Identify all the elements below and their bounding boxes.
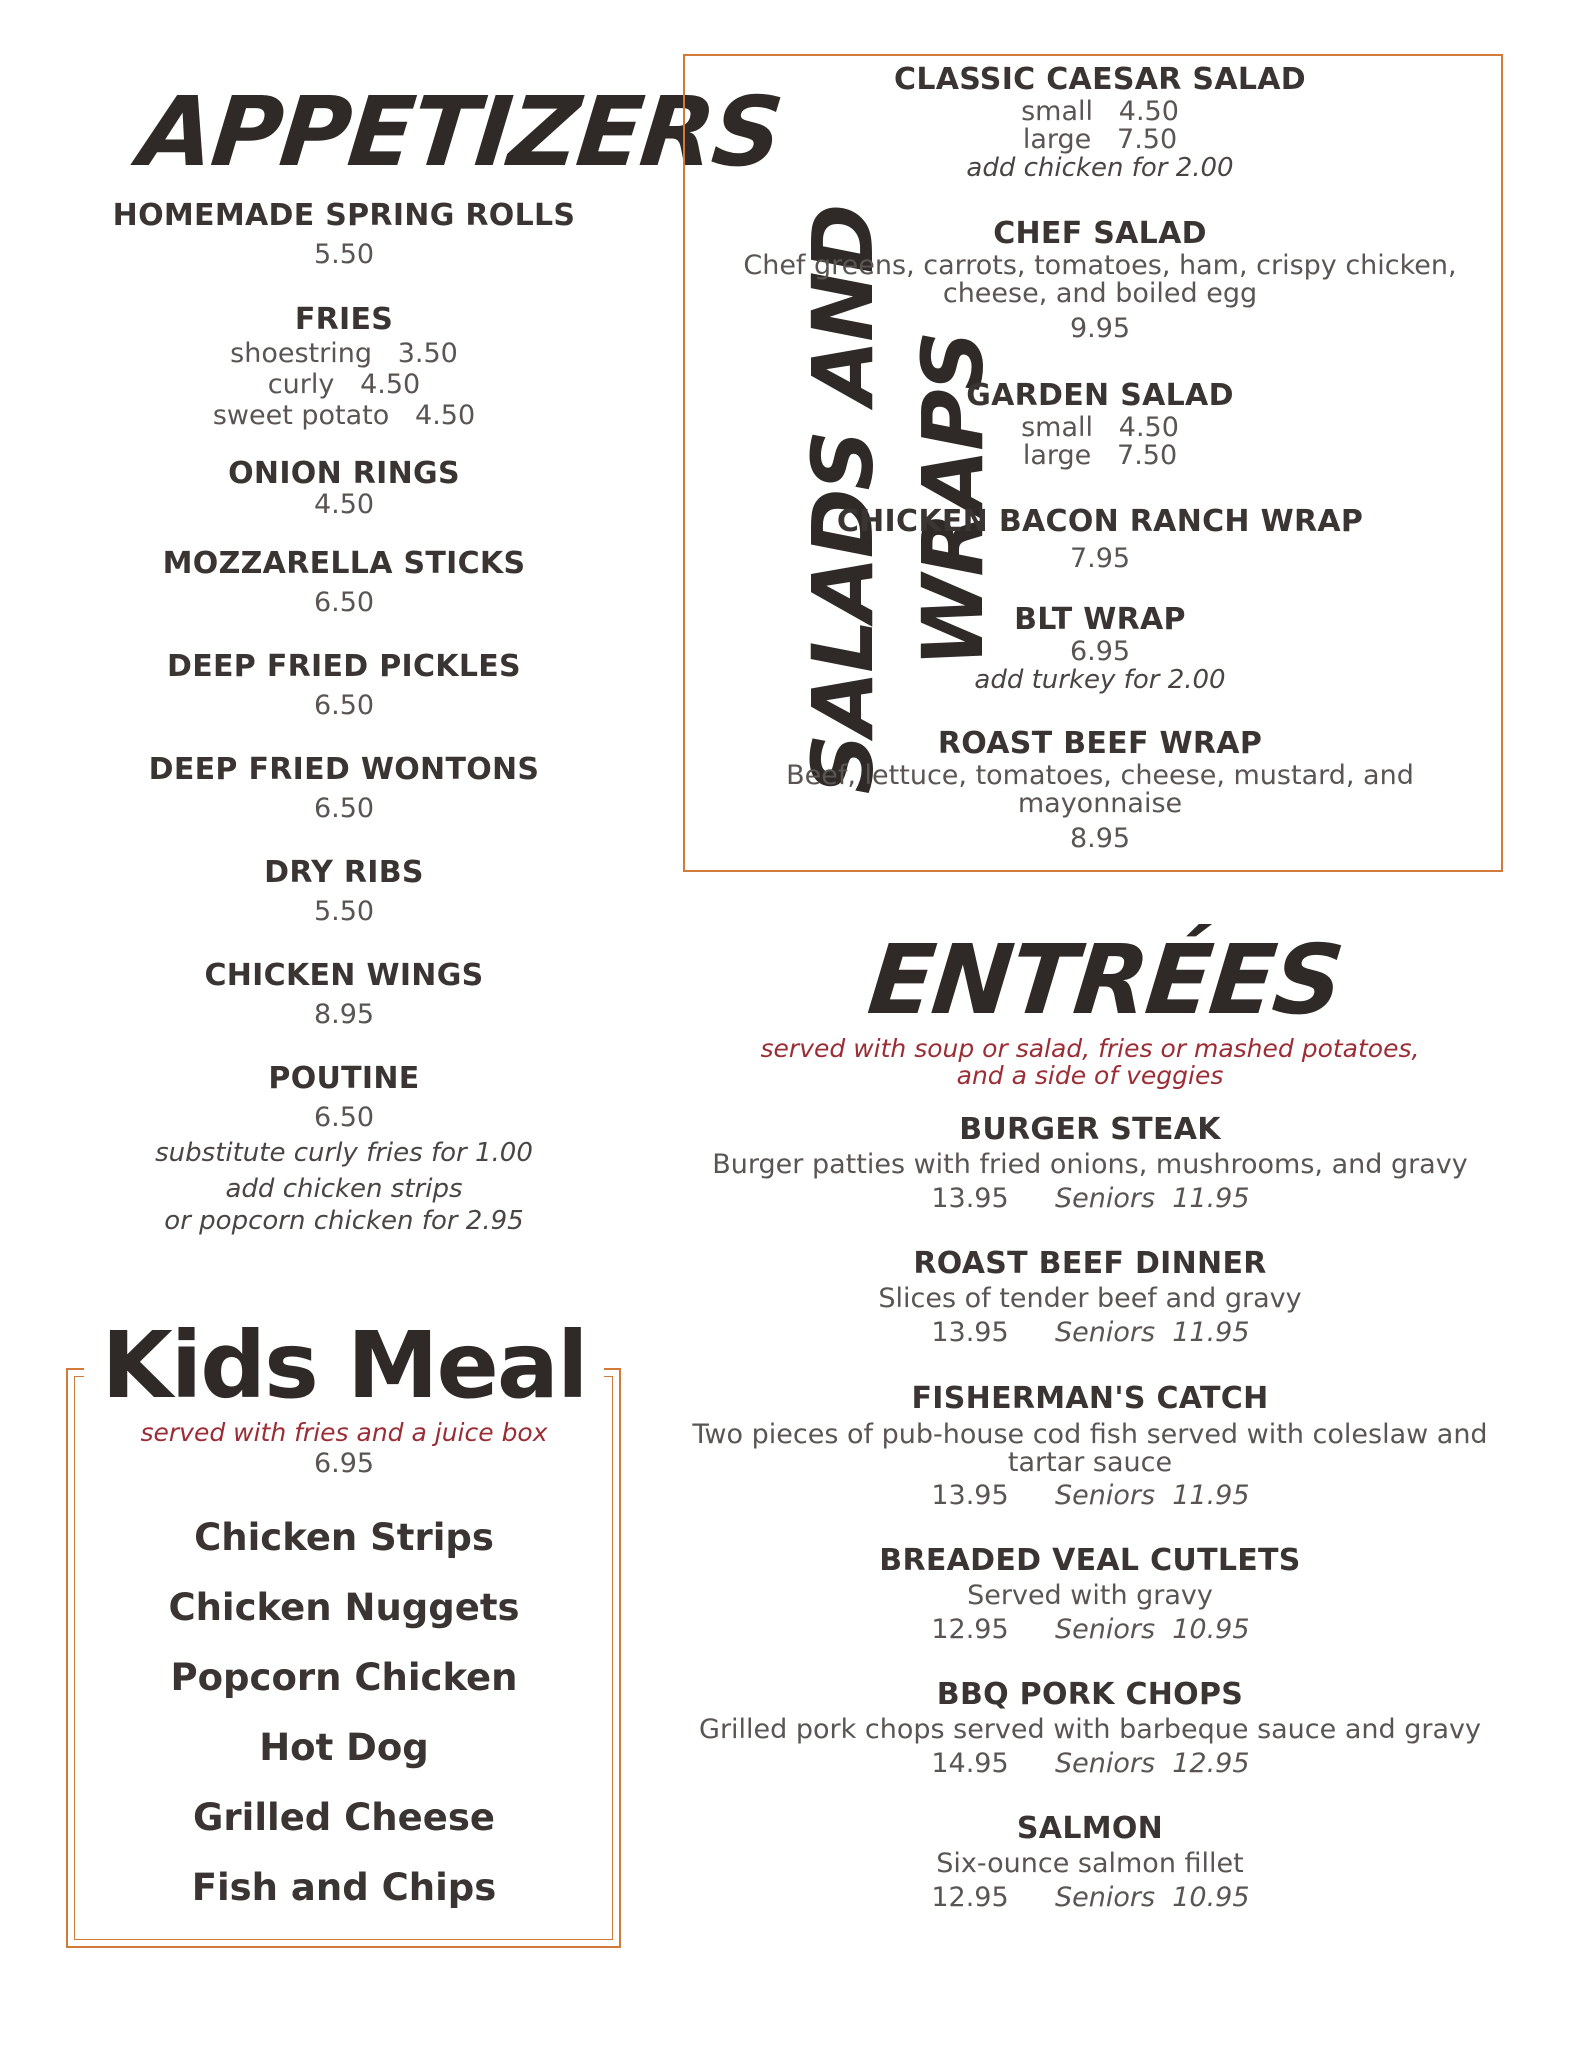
item-note: or popcorn chicken for 2.95 [164, 1206, 524, 1236]
item-price: 4.50 [313, 489, 375, 520]
item-prices [680, 1747, 1500, 1781]
menu-item [725, 378, 1475, 470]
item-name: DEEP FRIED WONTONS [148, 752, 540, 787]
item-prices [680, 1881, 1500, 1915]
item-name: ONION RINGS [228, 456, 460, 491]
seniors-value: 11.95 [1172, 1480, 1250, 1511]
item-price: 6.50 [313, 793, 375, 824]
menu-item [60, 1061, 628, 1237]
item-option: small 4.50 [1021, 412, 1179, 443]
entrees-note: served with soup or salad, fries or mashed potatoes, and a side of veggies [760, 1034, 1420, 1090]
item-desc: cheese, and boiled egg [942, 278, 1258, 309]
item-name: BURGER STEAK [959, 1112, 1221, 1147]
menu-item [680, 1246, 1500, 1350]
item-name: CHICKEN WINGS [204, 958, 484, 993]
kids-item: Chicken Strips [194, 1516, 494, 1559]
item-name: ROAST BEEF WRAP [937, 726, 1263, 761]
item-option: small 4.50 [1021, 96, 1179, 127]
item-note: add chicken for 2.00 [966, 153, 1234, 183]
item-prices [680, 1316, 1500, 1350]
item-price: 6.50 [313, 587, 375, 618]
menu-item [60, 855, 628, 929]
kids-item: Hot Dog [259, 1726, 429, 1769]
item-name: MOZZARELLA STICKS [162, 546, 526, 581]
item-desc: Burger patties with fried onions, mushrooms, and gravy [712, 1149, 1468, 1180]
item-name: CLASSIC CAESAR SALAD [894, 62, 1306, 97]
kids-item: Fish and Chips [191, 1866, 497, 1909]
item-desc: Slices of tender beef and gravy [878, 1283, 1302, 1314]
seniors-label: Seniors [1055, 1748, 1156, 1779]
menu-item [60, 752, 628, 826]
item-option: curly 4.50 [267, 369, 421, 400]
item-price: 13.95 [931, 1183, 1009, 1214]
menu-item [60, 546, 628, 620]
item-price: 14.95 [931, 1748, 1009, 1779]
seniors-label: Seniors [1055, 1317, 1156, 1348]
item-name: DRY RIBS [264, 855, 424, 890]
menu-item [725, 602, 1475, 694]
item-name: DEEP FRIED PICKLES [167, 649, 521, 684]
seniors-price [1045, 1479, 1285, 1513]
item-name: CHEF SALAD [993, 216, 1207, 251]
seniors-label: Seniors [1055, 1882, 1156, 1913]
item-name: FISHERMAN'S CATCH [911, 1381, 1269, 1416]
item-price: 13.95 [931, 1317, 1009, 1348]
item-price: 8.95 [313, 999, 375, 1030]
menu-item [680, 1677, 1500, 1781]
seniors-price [1045, 1747, 1285, 1781]
item-desc: mayonnaise [1017, 788, 1183, 819]
seniors-value: 11.95 [1172, 1317, 1250, 1348]
seniors-value: 12.95 [1172, 1748, 1250, 1779]
kids-meal-note: served with fries and a juice box [140, 1418, 548, 1447]
seniors-price [1045, 1881, 1285, 1915]
item-prices [680, 1479, 1500, 1513]
item-price: 9.95 [1069, 313, 1131, 344]
item-desc: Served with gravy [967, 1580, 1213, 1611]
item-price: 6.50 [313, 1102, 375, 1133]
seniors-price [1045, 1613, 1285, 1647]
item-option: large 7.50 [1022, 124, 1178, 155]
item-desc: Two pieces of pub-house cod fish served with coleslaw and tartar sauce [692, 1419, 1488, 1478]
kids-item: Grilled Cheese [193, 1796, 495, 1839]
kids-item: Popcorn Chicken [170, 1656, 518, 1699]
item-price: 6.50 [313, 690, 375, 721]
item-option: sweet potato 4.50 [212, 400, 476, 431]
item-desc: Six-ounce salmon fillet [936, 1848, 1244, 1879]
salads-title: SALADS AND WRAPS [794, 205, 1002, 795]
item-price: 7.95 [1069, 543, 1131, 574]
menu-item [725, 726, 1475, 856]
menu-item [60, 198, 628, 272]
item-price: 8.95 [1069, 823, 1131, 854]
item-name: BLT WRAP [1014, 602, 1186, 637]
item-option: large 7.50 [1022, 440, 1178, 471]
menu-item [680, 1543, 1500, 1647]
item-note: substitute curly fries for 1.00 [155, 1138, 533, 1168]
seniors-label: Seniors [1055, 1183, 1156, 1214]
menu-item [680, 1381, 1500, 1513]
item-note: add chicken strips [225, 1174, 463, 1204]
item-price: 12.95 [931, 1882, 1009, 1913]
item-name: GARDEN SALAD [966, 378, 1234, 413]
item-option: shoestring 3.50 [230, 338, 458, 369]
item-name: BREADED VEAL CUTLETS [879, 1543, 1301, 1578]
seniors-value: 11.95 [1172, 1183, 1250, 1214]
item-name: POUTINE [268, 1061, 420, 1096]
item-desc: Grilled pork chops served with barbeque sauce and gravy [699, 1714, 1481, 1745]
item-desc: Beef, lettuce, tomatoes, cheese, mustard, and [786, 760, 1414, 791]
seniors-value: 10.95 [1172, 1614, 1250, 1645]
item-price: 5.50 [313, 239, 375, 270]
item-name: CHICKEN BACON RANCH WRAP [836, 504, 1364, 539]
seniors-price [1045, 1316, 1285, 1350]
seniors-label: Seniors [1055, 1614, 1156, 1645]
menu-item [680, 1811, 1500, 1915]
menu-item [680, 1112, 1500, 1216]
kids-meal-title: Kids Meal [101, 1312, 587, 1419]
item-name: ROAST BEEF DINNER [913, 1246, 1267, 1281]
menu-item [60, 456, 628, 518]
seniors-value: 10.95 [1172, 1882, 1250, 1913]
item-note: add turkey for 2.00 [974, 665, 1226, 695]
item-prices [680, 1613, 1500, 1647]
kids-meal-price: 6.95 [313, 1448, 375, 1479]
item-name: FRIES [294, 302, 394, 337]
item-price: 6.95 [1069, 636, 1131, 667]
appetizers-title: APPETIZERS [134, 76, 786, 188]
menu-item [725, 62, 1475, 182]
item-price: 12.95 [931, 1614, 1009, 1645]
item-price: 13.95 [931, 1480, 1009, 1511]
menu-item [725, 504, 1475, 576]
item-desc: Chef greens, carrots, tomatoes, ham, crispy chicken, [743, 250, 1457, 281]
item-price: 5.50 [313, 896, 375, 927]
seniors-label: Seniors [1055, 1480, 1156, 1511]
item-prices [680, 1182, 1500, 1216]
item-name: BBQ PORK CHOPS [936, 1677, 1244, 1712]
menu-item [725, 216, 1475, 346]
menu-item [60, 649, 628, 723]
kids-item: Chicken Nuggets [168, 1586, 520, 1629]
menu-item [60, 958, 628, 1032]
entrees-title: ENTRÉES [863, 924, 1347, 1036]
item-name: HOMEMADE SPRING ROLLS [112, 198, 576, 233]
seniors-price [1045, 1182, 1285, 1216]
item-name: SALMON [1016, 1811, 1164, 1846]
menu-item [60, 302, 628, 431]
